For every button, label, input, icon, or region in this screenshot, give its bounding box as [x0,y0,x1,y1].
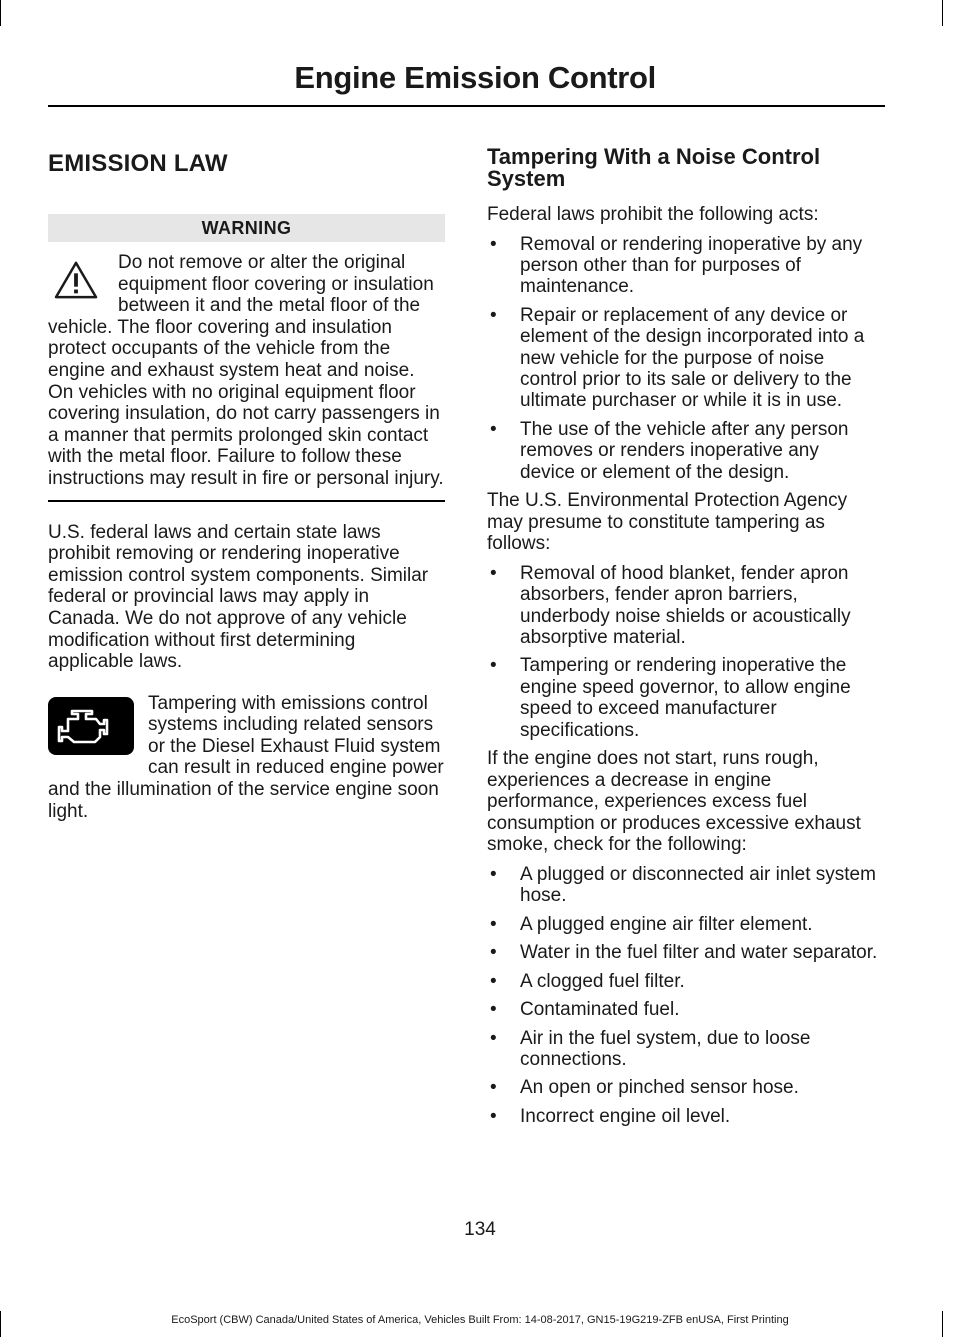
list-item: • Removal or rendering inoperative by any person other than for purposes of maintenance. [487,234,879,298]
page-footer: EcoSport (CBW) Canada/United States of America, Vehicles Built From: 14-08-2017, GN15-19G219-ZFB enUSA, First Printing [171,1314,789,1326]
warning-text: Do not remove or alter the original equipment floor covering or insulation between it and the metal floor of the vehicle. The floor covering and insulation protect occupants of the vehicle from the engine and exhaust system heat and noise. On vehicles with no original equipment floor covering insulation, do not carry passengers in a manner that permits prolonged skin contact with the metal floor. Failure to follow these instructions may result in fire or personal injury. [48,252,444,489]
list-item: • Repair or replacement of any device or element of the design incorporated into a new vehicle for the purpose of noise control prior to its sale or delivery to the ultimate purchaser or while it is in use. [487,305,879,412]
list-item: • Contaminated fuel. [487,999,879,1020]
list-item: • Air in the fuel system, due to loose connections. [487,1028,879,1071]
acts-intro: Federal laws prohibit the following acts: [487,204,819,225]
list-item: • Removal of hood blanket, fender apron absorbers, fender apron barriers, underbody noise shields or acoustically absorptive material. [487,563,879,649]
epa-intro: The U.S. Environmental Protection Agency may presume to constitute tampering as follows: [487,490,848,555]
check-intro: If the engine does not start, runs rough, experiences a decrease in engine performance, experiences excess fuel consumption or produces excessive exhaust smoke, check for the following: [487,748,861,856]
list-item: • The use of the vehicle after any person removes or renders inoperative any device or element of the design. [487,419,879,483]
list-item: • Water in the fuel filter and water separator. [487,942,879,963]
list-item: • A plugged engine air filter element. [487,914,879,935]
list-item: • A plugged or disconnected air inlet system hose. [487,864,879,907]
prohibited-acts-list [487,234,879,483]
list-item: • Incorrect engine oil level. [487,1106,879,1127]
warning-triangle-icon [52,260,100,300]
header-divider [48,105,885,107]
check-list [487,864,879,1127]
tampering-list [487,563,879,741]
page-number: 134 [464,1219,496,1240]
check-engine-icon [48,697,134,755]
warning-label: WARNING [48,214,445,242]
warning-block [48,252,445,490]
emission-law-paragraph: U.S. federal laws and certain state laws prohibit removing or rendering inoperative emission control system components. Similar federal or provincial laws may apply in Canada. We do not approve of any vehicle modification without first determining applicable laws. [48,521,429,673]
left-column [48,140,445,822]
engine-note-block [48,693,445,823]
section-title-emission-law: EMISSION LAW [48,150,228,177]
page-header-title: Engine Emission Control [294,60,656,95]
engine-note-text: Tampering with emissions control systems including related sensors or the Diesel Exhaust Fluid system can result in reduced engine power and the illumination of the service engine soon light. [48,692,444,822]
right-column [487,140,879,1134]
warning-divider [48,500,445,502]
list-item: • A clogged fuel filter. [487,971,879,992]
list-item: • Tampering or rendering inoperative the engine speed governor, to allow engine speed to exceed manufacturer specifications. [487,655,879,741]
crop-mark-top-right [942,0,943,26]
crop-mark-top-left [0,0,1,26]
section-title-noise-control: Tampering With a Noise Control System [487,144,821,191]
list-item: • An open or pinched sensor hose. [487,1077,879,1098]
